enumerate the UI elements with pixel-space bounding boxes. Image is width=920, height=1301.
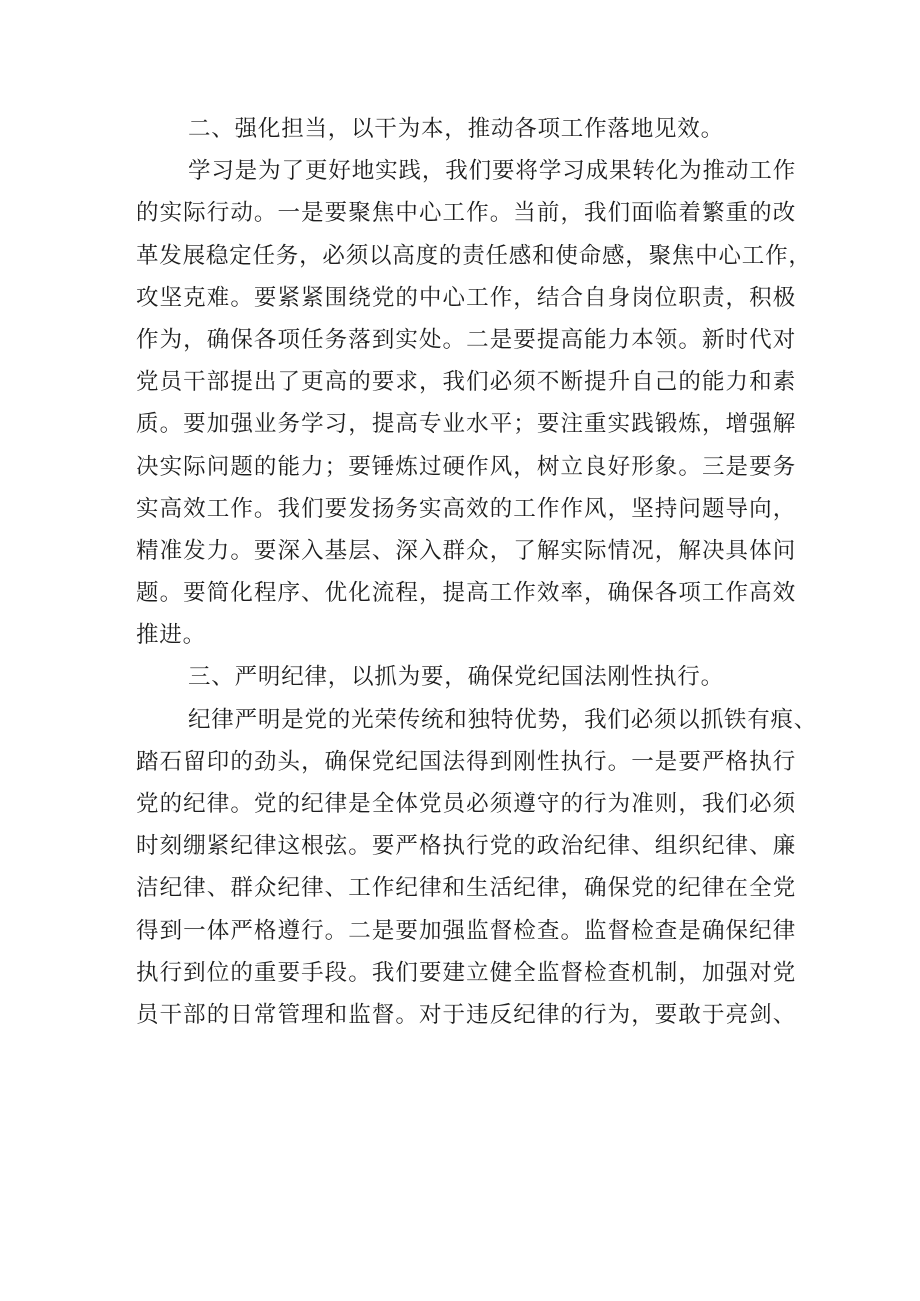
text-line: 洁纪律、群众纪律、工作纪律和生活纪律，确保党的纪律在全党	[136, 875, 796, 902]
text-line: 攻坚克难。要紧紧围绕党的中心工作，结合自身岗位职责，积极	[136, 284, 796, 311]
text-line: 题。要简化程序、优化流程，提高工作效率，确保各项工作高效	[136, 580, 796, 607]
text-line: 精准发力。要深入基层、深入群众，了解实际情况，解决具体问	[136, 537, 796, 564]
text-line: 学习是为了更好地实践，我们要将学习成果转化为推动工作	[188, 158, 796, 185]
text-line: 时刻绷紧纪律这根弦。要严格执行党的政治纪律、组织纪律、廉	[136, 833, 796, 860]
text-line: 革发展稳定任务，必须以高度的责任感和使命感，聚焦中心工作，	[136, 242, 812, 269]
text-line: 得到一体严格遵行。二是要加强监督检查。监督检查是确保纪律	[136, 917, 796, 944]
text-line: 党员干部提出了更高的要求，我们必须不断提升自己的能力和素	[136, 369, 796, 396]
text-line: 决实际问题的能力；要锤炼过硬作风，树立良好形象。三是要务	[136, 453, 796, 480]
text-line: 推进。	[136, 622, 206, 649]
text-line: 二、强化担当，以干为本，推动各项工作落地见效。	[188, 116, 724, 142]
text-line: 作为，确保各项任务落到实处。二是要提高能力本领。新时代对	[136, 326, 796, 353]
document-body	[136, 108, 818, 1036]
text-line: 党的纪律。党的纪律是全体党员必须遵守的行为准则，我们必须	[136, 791, 796, 817]
text-line: 实高效工作。我们要发扬务实高效的工作作风，坚持问题导向，	[136, 495, 796, 522]
text-line: 纪律严明是党的光荣传统和独特优势，我们必须以抓铁有痕、	[188, 706, 818, 733]
text-line: 的实际行动。一是要聚焦中心工作。当前，我们面临着繁重的改	[136, 200, 796, 227]
text-line: 踏石留印的劲头，确保党纪国法得到刚性执行。一是要严格执行	[136, 748, 796, 775]
text-line: 员干部的日常管理和监督。对于违反纪律的行为，要敢于亮剑、	[136, 1001, 796, 1028]
text-line: 执行到位的重要手段。我们要建立健全监督检查机制，加强对党	[136, 959, 796, 986]
text-line: 质。要加强业务学习，提高专业水平；要注重实践锻炼，增强解	[136, 411, 796, 438]
text-line: 三、严明纪律，以抓为要，确保党纪国法刚性执行。	[188, 664, 724, 691]
